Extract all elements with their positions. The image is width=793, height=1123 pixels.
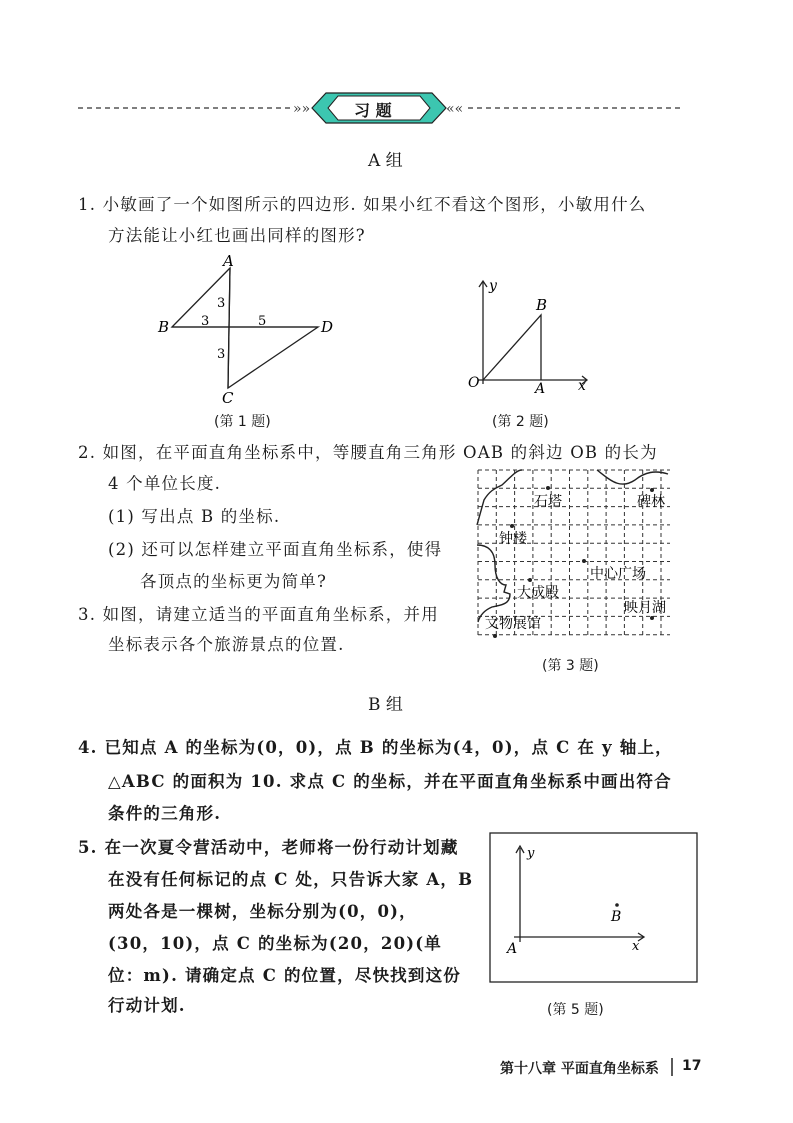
footer-chapter: 第十八章 平面直角坐标系 <box>500 1061 659 1077</box>
fig2-label-b: B <box>536 296 548 314</box>
fig1-label-d: D <box>321 318 334 336</box>
place-yingyue-lake: 映月湖 <box>624 600 666 616</box>
place-dacheng-hall: 大成殿 <box>517 585 559 601</box>
q2-sub-1: (1) 写出点 B 的坐标. <box>108 507 281 526</box>
footer-page-number: 17 <box>682 1058 702 1074</box>
fig1-seg-ao: 3 <box>217 296 226 311</box>
fig1-seg-bo: 3 <box>201 314 210 329</box>
q5-line-4: (30，10)，点 C 的坐标为(20，20)(单 <box>108 934 443 953</box>
place-central-square: 中心广场 <box>590 566 646 582</box>
q2-sub-2: (2) 还可以怎样建立平面直角坐标系，使得 <box>108 540 443 559</box>
fig2-label-a: A <box>535 381 546 397</box>
place-stele-forest: 碑林 <box>637 494 665 510</box>
svg-text:»»: »» <box>293 101 311 117</box>
q5-line-2: 在没有任何标记的点 C 处，只告诉大家 A，B <box>108 870 474 889</box>
q2-line-2: 4 个单位长度. <box>108 474 222 493</box>
fig2-label-y: y <box>489 278 497 294</box>
fig2-caption: (第 2 题) <box>492 414 549 430</box>
q5-line-5: 位：m). 请确定点 C 的位置，尽快找到这份 <box>108 966 461 985</box>
fig1-caption: (第 1 题) <box>214 414 271 430</box>
q4-line-1: 4. 已知点 A 的坐标为(0，0)，点 B 的坐标为(4，0)，点 C 在 y 轴上， <box>78 738 673 757</box>
fig2-label-x: x <box>578 378 586 394</box>
fig1-seg-od: 5 <box>258 314 267 329</box>
q3-line-2: 坐标表示各个旅游景点的位置. <box>108 635 345 654</box>
q5-line-1: 5. 在一次夏令营活动中，老师将一份行动计划藏 <box>78 838 459 857</box>
place-bell-tower: 钟楼 <box>499 531 527 547</box>
q5-line-6: 行动计划. <box>108 996 186 1015</box>
figure-2-triangle <box>478 281 587 384</box>
fig1-label-b: B <box>158 318 170 336</box>
figure-1-quadrilateral <box>172 268 318 388</box>
banner-title: 习 题 <box>354 101 392 120</box>
fig3-caption: (第 3 题) <box>542 658 599 674</box>
fig1-label-c: C <box>222 389 234 407</box>
place-stone-tower: 石塔 <box>534 494 562 510</box>
group-b-heading: B 组 <box>368 695 403 715</box>
fig5-label-y: y <box>527 846 535 861</box>
place-museum: 文物展馆 <box>485 616 541 632</box>
fig5-label-a: A <box>507 941 518 957</box>
q3-line-1: 3. 如图，请建立适当的平面直角坐标系，并用 <box>78 605 439 624</box>
fig5-label-b: B <box>611 909 622 925</box>
q1-line-2: 方法能让小红也画出同样的图形? <box>108 226 366 245</box>
fig2-label-o: O <box>468 375 480 391</box>
svg-text:««: «« <box>446 101 464 117</box>
fig1-seg-oc: 3 <box>217 347 226 362</box>
q2-line-1: 2. 如图，在平面直角坐标系中，等腰直角三角形 OAB 的斜边 OB 的长为 <box>78 443 658 462</box>
q4-line-2: △ABC 的面积为 10. 求点 C 的坐标，并在平面直角坐标系中画出符合 <box>108 772 672 791</box>
group-a-heading: A 组 <box>368 151 403 171</box>
fig5-label-x: x <box>632 939 640 954</box>
fig5-point-b <box>615 903 619 907</box>
q5-line-3: 两处各是一棵树，坐标分别为(0，0)， <box>108 902 417 921</box>
q1-line-1: 1. 小敏画了一个如图所示的四边形. 如果小红不看这个图形，小敏用什么 <box>78 195 647 214</box>
q2-sub-2-cont: 各顶点的坐标更为简单? <box>140 572 328 591</box>
fig1-label-a: A <box>223 252 234 270</box>
q4-line-3: 条件的三角形. <box>108 804 222 823</box>
fig5-caption: (第 5 题) <box>547 1002 604 1018</box>
figure-5-coordinate-box <box>490 833 697 982</box>
